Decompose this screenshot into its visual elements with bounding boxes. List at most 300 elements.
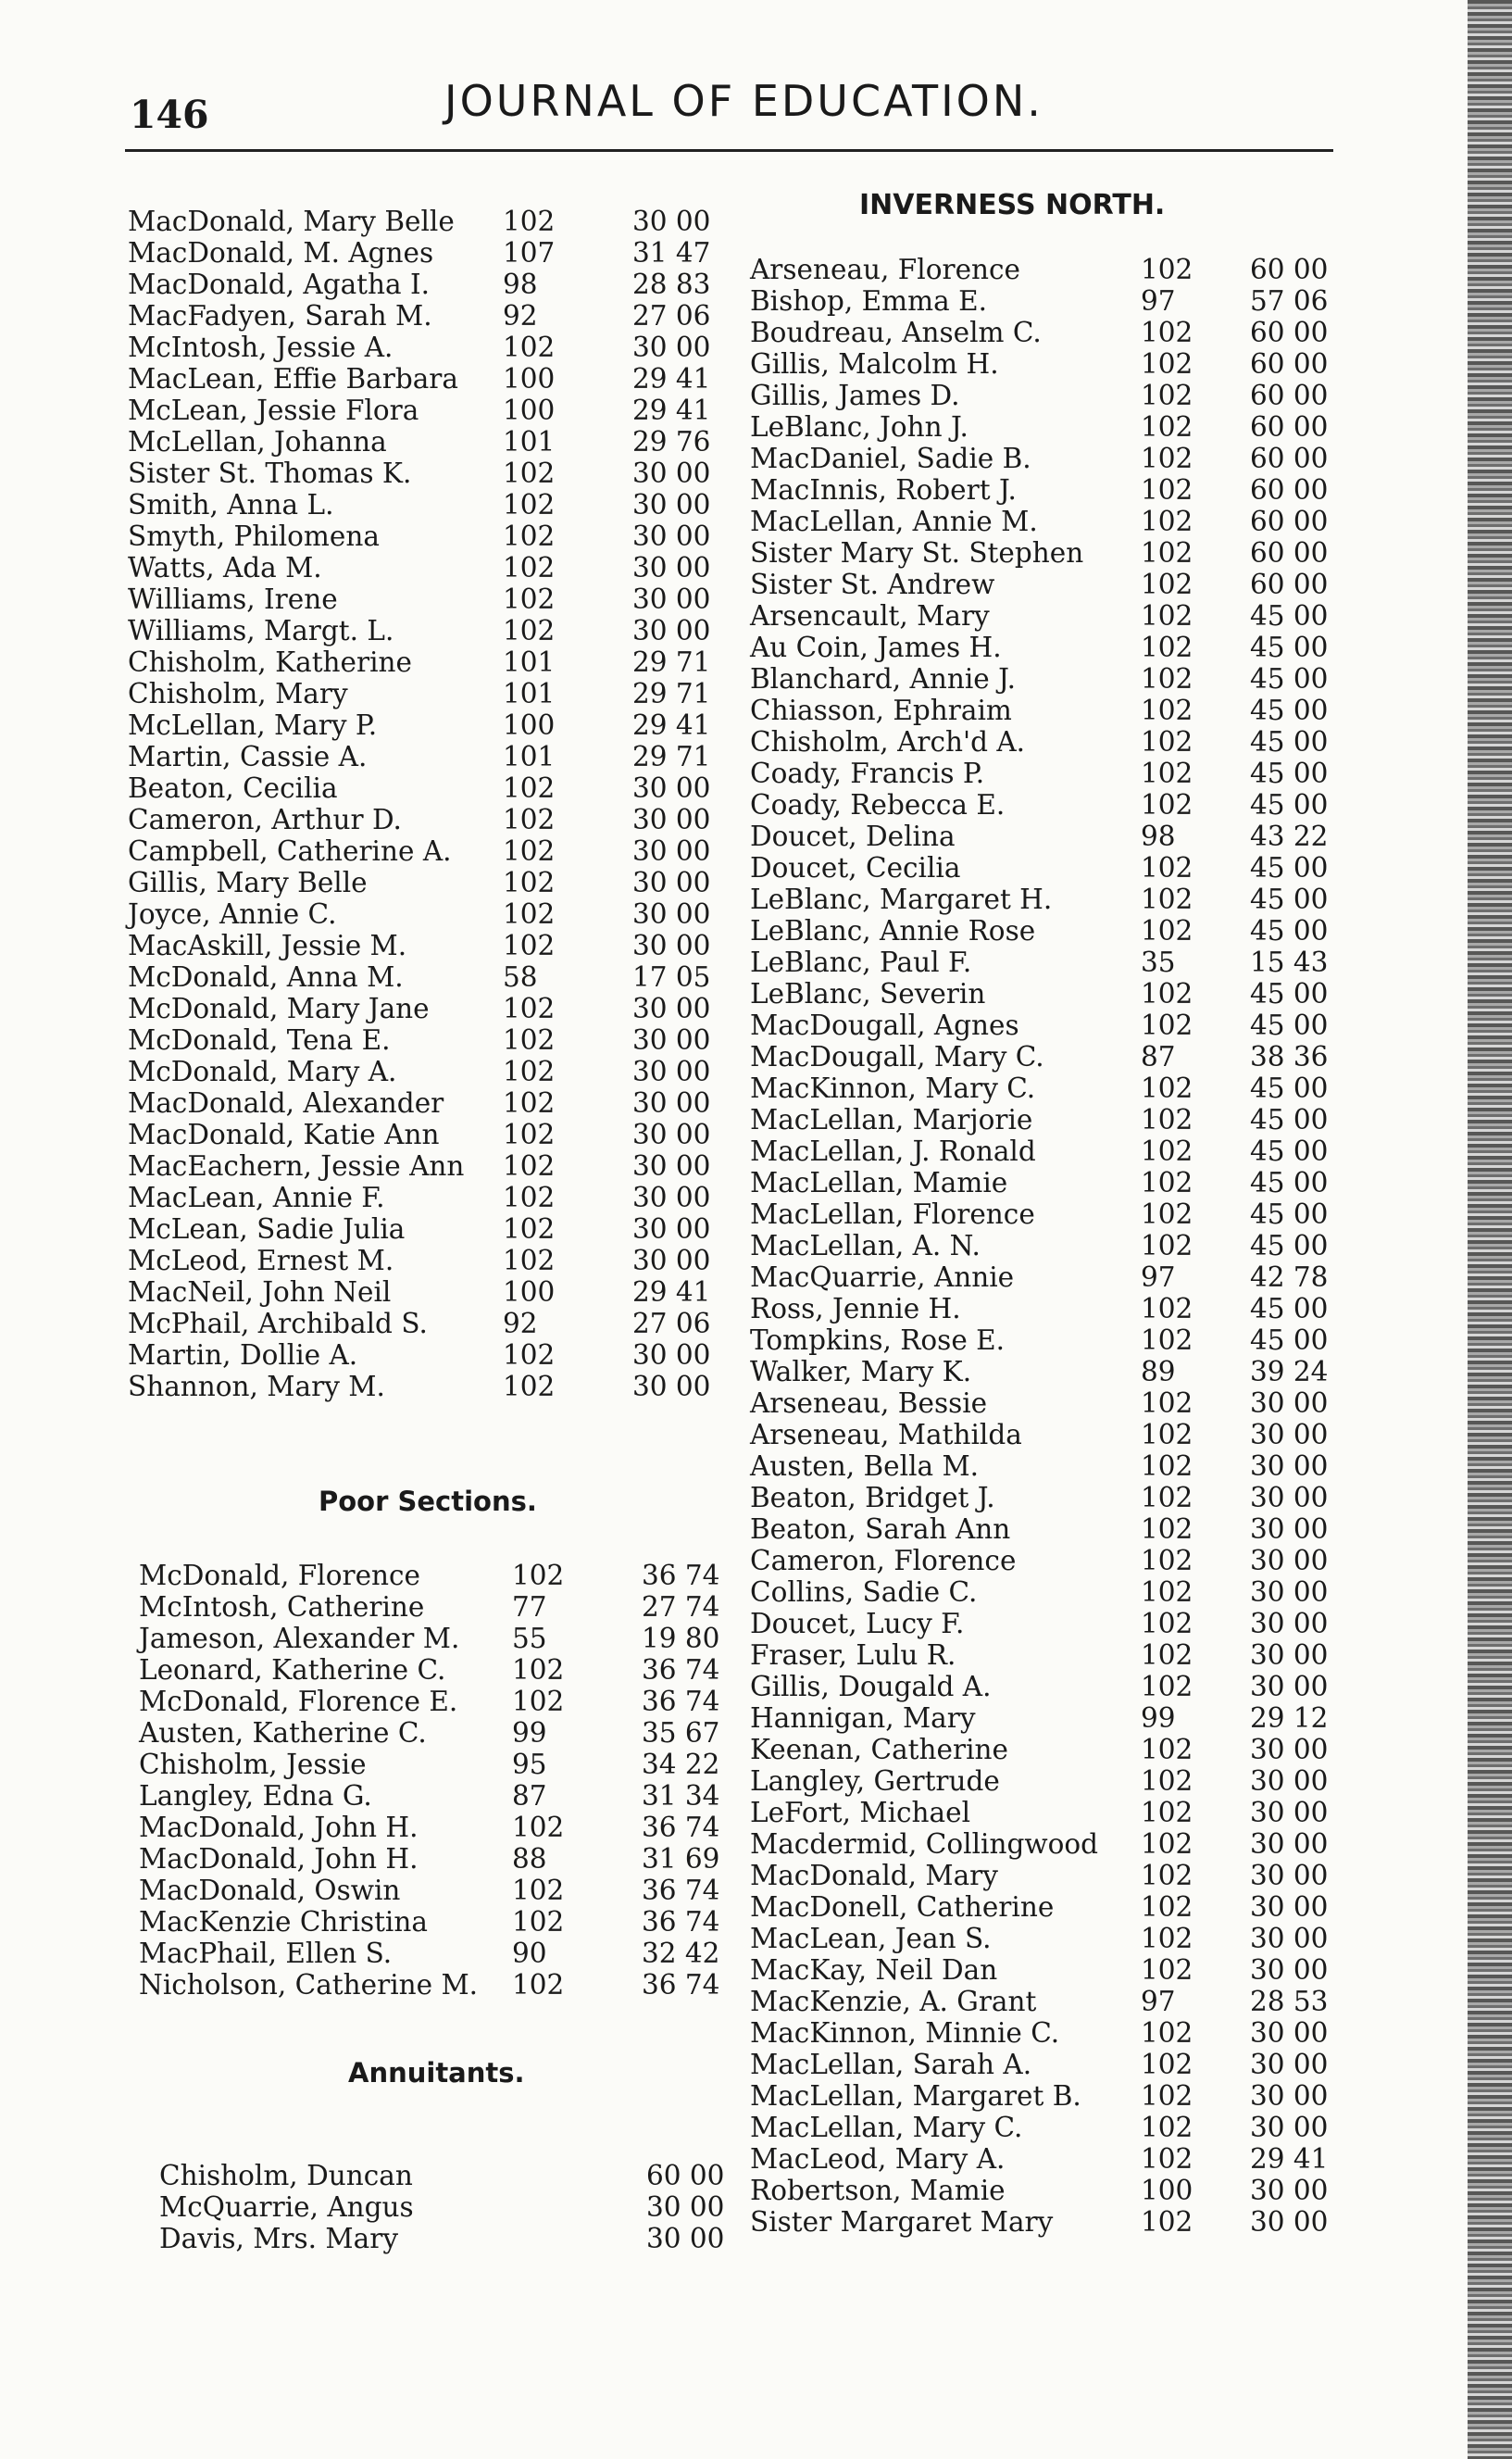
row-number: 102 (1141, 1167, 1193, 1198)
row-name: MacDonald, Mary Belle (128, 206, 455, 237)
row-name: McDonald, Tena E. (128, 1024, 391, 1056)
row-number: 98 (503, 269, 538, 300)
row-amount: 45 00 (1250, 1293, 1329, 1324)
row-amount: 17 05 (632, 961, 711, 993)
row-name: Fraser, Lulu R. (750, 1639, 956, 1671)
row-name: MacKinnon, Mary C. (750, 1073, 1036, 1104)
row-number: 58 (503, 961, 538, 993)
row-number: 102 (503, 804, 556, 835)
row-amount: 30 00 (1250, 1387, 1329, 1419)
row-number: 102 (512, 1875, 565, 1906)
row-amount: 45 00 (1250, 663, 1329, 695)
row-number: 92 (503, 1308, 538, 1339)
row-name: Doucet, Delina (750, 821, 956, 852)
row-number: 102 (1141, 380, 1193, 411)
row-amount: 30 00 (632, 867, 711, 898)
row-name: Boudreau, Anselm C. (750, 317, 1042, 348)
row-number: 102 (1141, 2049, 1193, 2080)
row-name: McLean, Sadie Julia (128, 1213, 406, 1245)
row-amount: 35 67 (642, 1717, 720, 1749)
row-name: Beaton, Sarah Ann (750, 1513, 1011, 1545)
inverness-north-heading: INVERNESS NORTH. (859, 189, 1166, 221)
row-number: 102 (503, 458, 556, 489)
row-number: 92 (503, 300, 538, 332)
row-amount: 60 00 (1250, 254, 1329, 285)
row-number: 102 (1141, 1482, 1193, 1513)
row-number: 102 (1141, 1954, 1193, 1986)
row-name: Chisholm, Jessie (139, 1749, 367, 1780)
row-amount: 29 71 (632, 646, 711, 678)
row-number: 102 (1141, 852, 1193, 884)
row-number: 102 (1141, 474, 1193, 506)
row-name: MacDonald, Alexander (128, 1087, 444, 1119)
row-amount: 27 74 (642, 1591, 720, 1623)
row-name: MacDonald, M. Agnes (128, 237, 434, 269)
row-amount: 29 41 (632, 363, 711, 395)
row-amount: 30 00 (632, 1213, 711, 1245)
row-amount: 30 00 (1250, 1450, 1329, 1482)
row-name: LeBlanc, Severin (750, 978, 986, 1010)
row-number: 100 (1141, 2175, 1193, 2206)
row-number: 102 (503, 206, 556, 237)
row-number: 102 (1141, 1639, 1193, 1671)
row-number: 102 (1141, 569, 1193, 600)
row-amount: 28 83 (632, 269, 711, 300)
row-name: McDonald, Florence (139, 1560, 421, 1591)
row-amount: 45 00 (1250, 1104, 1329, 1135)
row-amount: 30 00 (632, 552, 711, 583)
row-number: 102 (512, 1654, 565, 1686)
row-amount: 30 00 (632, 332, 711, 363)
row-name: MacNeil, John Neil (128, 1276, 392, 1308)
left-column (128, 206, 757, 2280)
row-number: 102 (1141, 1545, 1193, 1576)
row-amount: 30 00 (1250, 1860, 1329, 1891)
row-amount: 29 41 (632, 1276, 711, 1308)
row-number: 102 (1141, 506, 1193, 537)
row-name: MacDougall, Mary C. (750, 1041, 1044, 1073)
row-number: 102 (1141, 1860, 1193, 1891)
row-name: MacEachern, Jessie Ann (128, 1150, 465, 1182)
row-amount: 36 74 (642, 1654, 720, 1686)
right-column (750, 185, 1398, 2315)
row-name: MacLean, Effie Barbara (128, 363, 458, 395)
row-name: Doucet, Cecilia (750, 852, 961, 884)
row-amount: 60 00 (1250, 537, 1329, 569)
row-number: 102 (1141, 1797, 1193, 1828)
row-number: 97 (1141, 1261, 1176, 1293)
row-name: MacLellan, A. N. (750, 1230, 981, 1261)
row-amount: 15 43 (1250, 947, 1329, 978)
row-amount: 30 00 (632, 772, 711, 804)
row-name: MacLellan, J. Ronald (750, 1135, 1036, 1167)
row-name: Arseneau, Florence (750, 254, 1021, 285)
row-name: MacLellan, Annie M. (750, 506, 1038, 537)
row-number: 102 (1141, 632, 1193, 663)
row-name: McIntosh, Catherine (139, 1591, 425, 1623)
row-name: McQuarrie, Angus (159, 2191, 414, 2223)
row-number: 102 (1141, 537, 1193, 569)
row-number: 102 (503, 583, 556, 615)
annuitants-heading: Annuitants. (348, 2057, 525, 2089)
row-amount: 60 00 (646, 2160, 725, 2191)
row-name: Arsencault, Mary (750, 600, 990, 632)
row-amount: 30 00 (1250, 1797, 1329, 1828)
row-amount: 45 00 (1250, 1324, 1329, 1356)
row-amount: 31 47 (632, 237, 711, 269)
row-number: 102 (1141, 2080, 1193, 2112)
row-number: 99 (1141, 1702, 1176, 1734)
row-amount: 31 69 (642, 1843, 720, 1875)
row-name: Hannigan, Mary (750, 1702, 976, 1734)
row-name: Gillis, Malcolm H. (750, 348, 999, 380)
row-name: Leonard, Katherine C. (139, 1654, 446, 1686)
row-name: McLeod, Ernest M. (128, 1245, 394, 1276)
row-amount: 60 00 (1250, 348, 1329, 380)
row-number: 102 (1141, 2017, 1193, 2049)
row-name: Arseneau, Mathilda (750, 1419, 1022, 1450)
row-amount: 29 41 (1250, 2143, 1329, 2175)
row-number: 102 (1141, 1828, 1193, 1860)
row-number: 102 (1141, 663, 1193, 695)
row-amount: 34 22 (642, 1749, 720, 1780)
row-amount: 45 00 (1250, 1230, 1329, 1261)
row-name: MacDougall, Agnes (750, 1010, 1019, 1041)
row-number: 102 (1141, 726, 1193, 758)
row-number: 102 (512, 1686, 565, 1717)
row-amount: 39 24 (1250, 1356, 1329, 1387)
row-name: Doucet, Lucy F. (750, 1608, 965, 1639)
row-number: 102 (1141, 1419, 1193, 1450)
row-number: 102 (512, 1969, 565, 2001)
row-amount: 60 00 (1250, 443, 1329, 474)
row-number: 102 (1141, 1198, 1193, 1230)
row-number: 102 (503, 1024, 556, 1056)
row-amount: 29 12 (1250, 1702, 1329, 1734)
row-number: 102 (503, 521, 556, 552)
row-amount: 30 00 (1250, 1482, 1329, 1513)
row-name: Sister St. Andrew (750, 569, 995, 600)
row-name: McLean, Jessie Flora (128, 395, 419, 426)
row-name: LeFort, Michael (750, 1797, 971, 1828)
row-name: LeBlanc, Annie Rose (750, 915, 1036, 947)
row-amount: 60 00 (1250, 506, 1329, 537)
row-amount: 45 00 (1250, 632, 1329, 663)
row-amount: 60 00 (1250, 569, 1329, 600)
row-number: 102 (1141, 317, 1193, 348)
row-name: MacDonald, John H. (139, 1812, 419, 1843)
row-number: 102 (503, 930, 556, 961)
row-number: 102 (1141, 2143, 1193, 2175)
row-name: Shannon, Mary M. (128, 1371, 385, 1402)
row-amount: 30 00 (1250, 2112, 1329, 2143)
row-name: MacDonald, Agatha I. (128, 269, 431, 300)
row-amount: 30 00 (646, 2191, 725, 2223)
row-name: Blanchard, Annie J. (750, 663, 1017, 695)
row-name: MacKenzie Christina (139, 1906, 428, 1938)
row-name: Cameron, Florence (750, 1545, 1017, 1576)
row-number: 97 (1141, 285, 1176, 317)
row-number: 89 (1141, 1356, 1176, 1387)
row-number: 107 (503, 237, 556, 269)
row-amount: 29 71 (632, 678, 711, 709)
row-name: Martin, Dollie A. (128, 1339, 358, 1371)
row-amount: 30 00 (632, 1024, 711, 1056)
row-name: Gillis, James D. (750, 380, 960, 411)
row-number: 102 (503, 1182, 556, 1213)
row-number: 102 (1141, 1073, 1193, 1104)
row-amount: 45 00 (1250, 1198, 1329, 1230)
row-number: 102 (1141, 2112, 1193, 2143)
row-amount: 30 00 (1250, 1576, 1329, 1608)
poor-sections-heading: Poor Sections. (319, 1486, 537, 1517)
row-number: 102 (1141, 1734, 1193, 1765)
row-amount: 30 00 (632, 1087, 711, 1119)
row-amount: 30 00 (1250, 1513, 1329, 1545)
row-number: 102 (1141, 443, 1193, 474)
row-name: McLellan, Johanna (128, 426, 387, 458)
row-name: MacLellan, Florence (750, 1198, 1035, 1230)
row-amount: 45 00 (1250, 915, 1329, 947)
row-number: 102 (503, 1371, 556, 1402)
row-number: 102 (1141, 1135, 1193, 1167)
row-amount: 30 00 (632, 993, 711, 1024)
row-number: 102 (1141, 1608, 1193, 1639)
row-amount: 57 06 (1250, 285, 1329, 317)
row-amount: 30 00 (1250, 2175, 1329, 2206)
row-amount: 36 74 (642, 1875, 720, 1906)
row-name: Coady, Francis P. (750, 758, 985, 789)
row-name: Beaton, Bridget J. (750, 1482, 995, 1513)
row-name: Gillis, Dougald A. (750, 1671, 992, 1702)
row-amount: 30 00 (632, 1056, 711, 1087)
row-name: Watts, Ada M. (128, 552, 322, 583)
row-number: 102 (503, 772, 556, 804)
page-edge-scan-artifact (1468, 0, 1512, 2459)
row-name: MacDonald, Katie Ann (128, 1119, 440, 1150)
row-name: LeBlanc, Margaret H. (750, 884, 1053, 915)
row-number: 55 (512, 1623, 547, 1654)
row-name: MacDonald, Oswin (139, 1875, 401, 1906)
row-name: MacKay, Neil Dan (750, 1954, 998, 1986)
row-number: 102 (503, 1213, 556, 1245)
row-number: 35 (1141, 947, 1176, 978)
row-amount: 45 00 (1250, 1167, 1329, 1198)
row-name: Keenan, Catherine (750, 1734, 1008, 1765)
row-name: Campbell, Catherine A. (128, 835, 452, 867)
row-amount: 29 71 (632, 741, 711, 772)
row-number: 102 (1141, 1293, 1193, 1324)
row-name: Chisholm, Mary (128, 678, 348, 709)
row-number: 102 (1141, 1671, 1193, 1702)
row-name: Williams, Margt. L. (128, 615, 394, 646)
row-number: 102 (503, 898, 556, 930)
row-number: 102 (1141, 600, 1193, 632)
row-number: 102 (1141, 978, 1193, 1010)
row-amount: 28 53 (1250, 1986, 1329, 2017)
row-name: Chisholm, Arch'd A. (750, 726, 1026, 758)
row-number: 102 (1141, 254, 1193, 285)
row-number: 102 (503, 332, 556, 363)
page-title: JOURNAL OF EDUCATION. (444, 76, 1043, 126)
row-number: 102 (503, 1119, 556, 1150)
row-number: 97 (1141, 1986, 1176, 2017)
row-amount: 30 00 (632, 804, 711, 835)
row-name: Sister Margaret Mary (750, 2206, 1054, 2238)
row-amount: 36 74 (642, 1560, 720, 1591)
row-name: MacLeod, Mary A. (750, 2143, 1006, 2175)
row-name: Coady, Rebecca E. (750, 789, 1006, 821)
row-number: 102 (1141, 1765, 1193, 1797)
row-name: Walker, Mary K. (750, 1356, 972, 1387)
row-amount: 36 74 (642, 1969, 720, 2001)
row-amount: 30 00 (1250, 2017, 1329, 2049)
row-name: MacLellan, Mary C. (750, 2112, 1023, 2143)
row-amount: 32 42 (642, 1938, 720, 1969)
row-amount: 45 00 (1250, 726, 1329, 758)
row-name: McDonald, Florence E. (139, 1686, 458, 1717)
row-amount: 30 00 (632, 489, 711, 521)
row-number: 101 (503, 646, 556, 678)
row-amount: 45 00 (1250, 1135, 1329, 1167)
row-number: 100 (503, 709, 556, 741)
row-amount: 60 00 (1250, 474, 1329, 506)
row-number: 102 (512, 1812, 565, 1843)
row-amount: 36 74 (642, 1686, 720, 1717)
row-name: MacQuarrie, Annie (750, 1261, 1015, 1293)
row-amount: 30 00 (632, 583, 711, 615)
row-name: MacLellan, Margaret B. (750, 2080, 1081, 2112)
row-amount: 36 74 (642, 1812, 720, 1843)
row-number: 102 (503, 1087, 556, 1119)
row-number: 102 (503, 1056, 556, 1087)
row-number: 102 (503, 615, 556, 646)
row-name: Chisholm, Katherine (128, 646, 412, 678)
row-amount: 30 00 (1250, 2206, 1329, 2238)
row-number: 102 (1141, 1923, 1193, 1954)
row-amount: 19 80 (642, 1623, 720, 1654)
row-amount: 31 34 (642, 1780, 720, 1812)
row-number: 100 (503, 1276, 556, 1308)
row-name: Sister St. Thomas K. (128, 458, 412, 489)
row-amount: 30 00 (632, 898, 711, 930)
row-name: McPhail, Archibald S. (128, 1308, 428, 1339)
row-name: MacInnis, Robert J. (750, 474, 1017, 506)
row-number: 90 (512, 1938, 547, 1969)
row-amount: 60 00 (1250, 411, 1329, 443)
row-amount: 30 00 (1250, 1639, 1329, 1671)
row-number: 102 (1141, 411, 1193, 443)
row-amount: 30 00 (632, 1182, 711, 1213)
row-name: MacAskill, Jessie M. (128, 930, 407, 961)
row-amount: 43 22 (1250, 821, 1329, 852)
row-number: 102 (1141, 1230, 1193, 1261)
row-name: Jameson, Alexander M. (139, 1623, 460, 1654)
row-amount: 45 00 (1250, 978, 1329, 1010)
row-number: 88 (512, 1843, 547, 1875)
row-name: Chiasson, Ephraim (750, 695, 1012, 726)
row-amount: 30 00 (632, 521, 711, 552)
row-number: 102 (512, 1906, 565, 1938)
row-name: Beaton, Cecilia (128, 772, 338, 804)
row-amount: 30 00 (632, 930, 711, 961)
row-name: Gillis, Mary Belle (128, 867, 368, 898)
row-name: MacLean, Annie F. (128, 1182, 385, 1213)
row-amount: 29 41 (632, 395, 711, 426)
row-name: Bishop, Emma E. (750, 285, 988, 317)
row-name: Austen, Bella M. (750, 1450, 980, 1482)
row-name: Smyth, Philomena (128, 521, 380, 552)
row-amount: 30 00 (632, 1119, 711, 1150)
row-name: Williams, Irene (128, 583, 338, 615)
row-number: 101 (503, 426, 556, 458)
row-name: MacLean, Jean S. (750, 1923, 992, 1954)
row-name: MacLellan, Mamie (750, 1167, 1008, 1198)
row-number: 102 (1141, 1513, 1193, 1545)
row-number: 102 (1141, 789, 1193, 821)
row-amount: 30 00 (632, 458, 711, 489)
row-name: LeBlanc, Paul F. (750, 947, 972, 978)
row-name: Davis, Mrs. Mary (159, 2223, 398, 2254)
row-amount: 30 00 (1250, 1828, 1329, 1860)
row-name: MacKenzie, A. Grant (750, 1986, 1037, 2017)
row-amount: 30 00 (632, 1371, 711, 1402)
row-amount: 29 76 (632, 426, 711, 458)
row-number: 102 (1141, 915, 1193, 947)
row-amount: 60 00 (1250, 317, 1329, 348)
row-name: Sister Mary St. Stephen (750, 537, 1084, 569)
row-name: McIntosh, Jessie A. (128, 332, 394, 363)
row-name: Ross, Jennie H. (750, 1293, 961, 1324)
row-amount: 45 00 (1250, 789, 1329, 821)
row-amount: 45 00 (1250, 695, 1329, 726)
row-amount: 27 06 (632, 300, 711, 332)
row-number: 95 (512, 1749, 547, 1780)
row-name: Cameron, Arthur D. (128, 804, 402, 835)
row-number: 99 (512, 1717, 547, 1749)
page-number: 146 (130, 93, 209, 137)
row-number: 102 (1141, 884, 1193, 915)
row-number: 102 (512, 1560, 565, 1591)
row-amount: 45 00 (1250, 600, 1329, 632)
row-number: 102 (503, 993, 556, 1024)
row-number: 87 (1141, 1041, 1176, 1073)
row-name: Arseneau, Bessie (750, 1387, 988, 1419)
row-amount: 29 41 (632, 709, 711, 741)
row-amount: 30 00 (1250, 1671, 1329, 1702)
row-name: Chisholm, Duncan (159, 2160, 413, 2191)
row-number: 100 (503, 395, 556, 426)
row-amount: 42 78 (1250, 1261, 1329, 1293)
row-number: 87 (512, 1780, 547, 1812)
row-name: MacLellan, Sarah A. (750, 2049, 1032, 2080)
row-amount: 30 00 (632, 1150, 711, 1182)
row-number: 102 (503, 835, 556, 867)
row-name: Au Coin, James H. (750, 632, 1002, 663)
row-number: 102 (503, 1150, 556, 1182)
row-name: Langley, Gertrude (750, 1765, 1000, 1797)
row-name: MacFadyen, Sarah M. (128, 300, 432, 332)
row-amount: 30 00 (1250, 1765, 1329, 1797)
row-amount: 30 00 (1250, 2049, 1329, 2080)
row-amount: 30 00 (1250, 1954, 1329, 1986)
row-name: Langley, Edna G. (139, 1780, 372, 1812)
row-name: Macdermid, Collingwood (750, 1828, 1098, 1860)
row-name: MacPhail, Ellen S. (139, 1938, 393, 1969)
header-rule (125, 149, 1333, 152)
row-number: 102 (1141, 1387, 1193, 1419)
row-name: McDonald, Mary Jane (128, 993, 430, 1024)
